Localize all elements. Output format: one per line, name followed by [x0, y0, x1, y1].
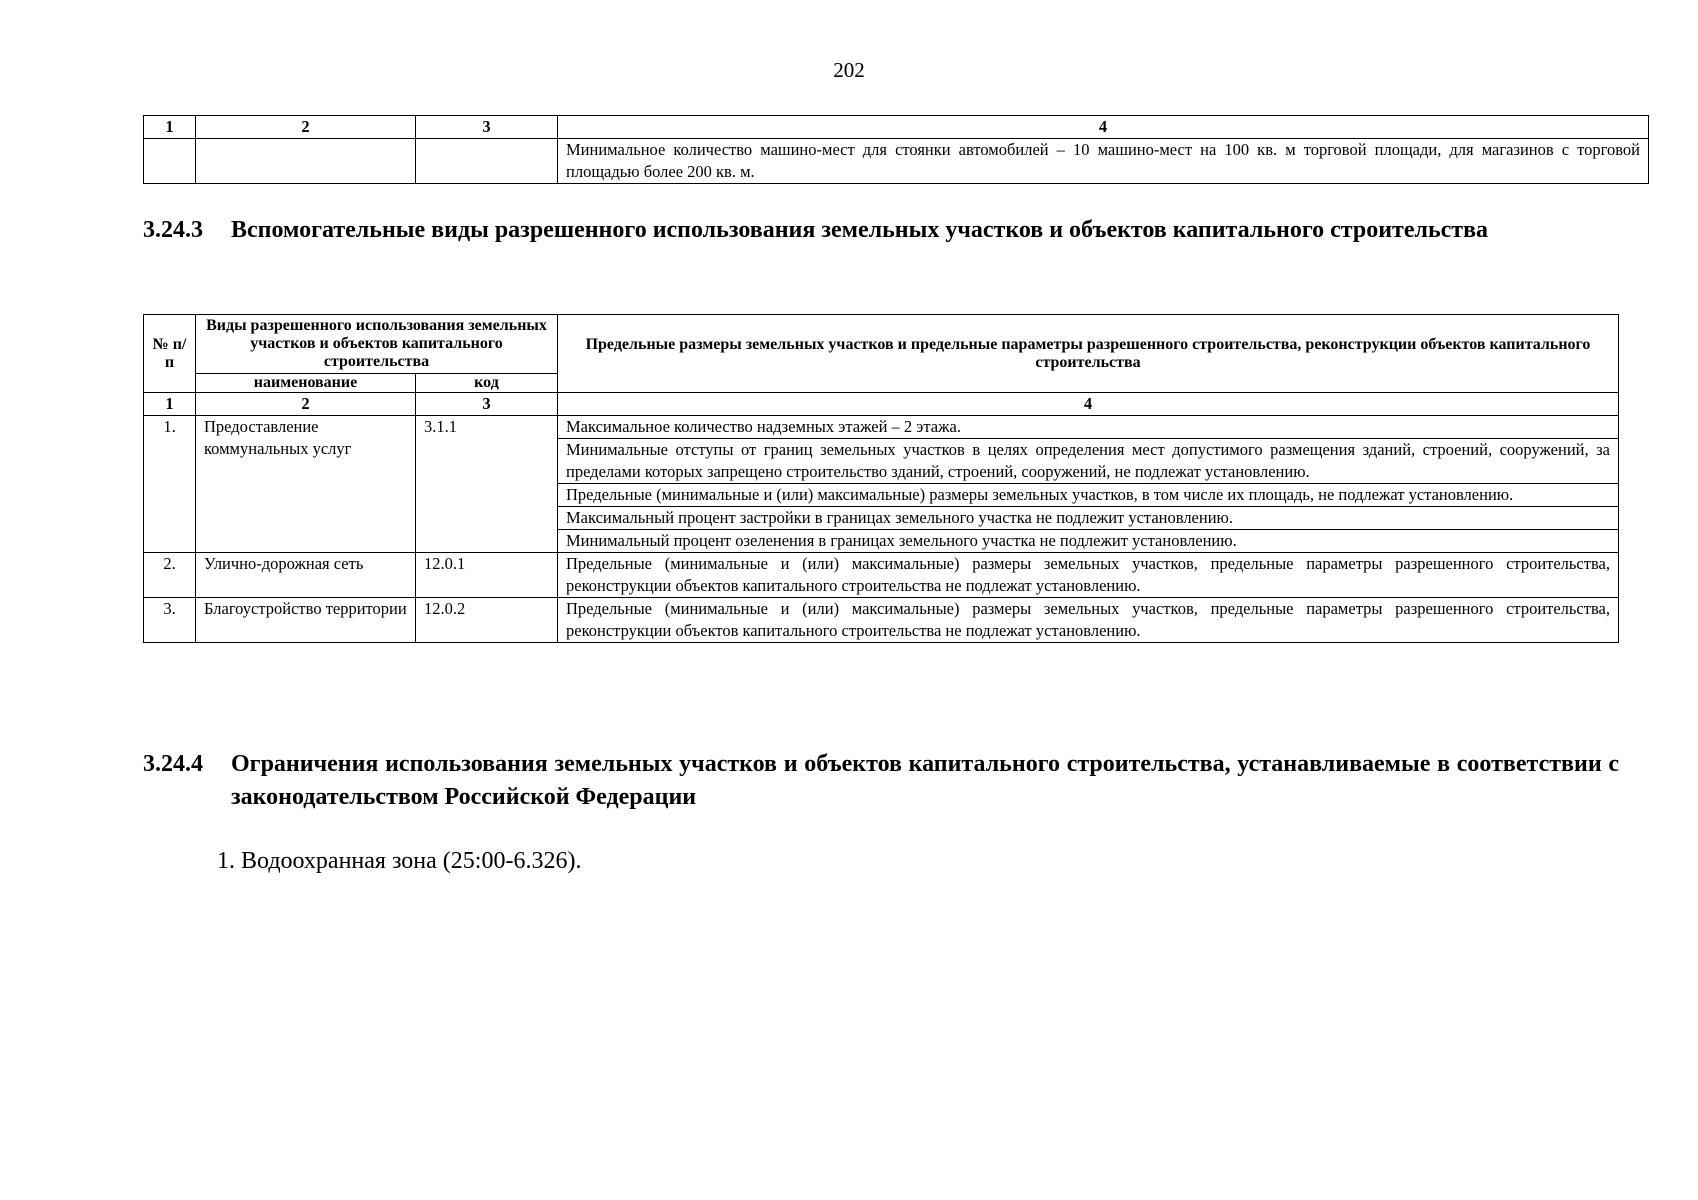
table-row: [144, 416, 1619, 439]
row-name: Улично-дорожная сеть: [196, 553, 416, 598]
row-param: Предельные (минимальные и (или) максимальные) размеры земельных участков, предельные параметры разрешенного строительства, реконструкции объектов капитального строительства не подлежат установлению.: [558, 598, 1619, 643]
section-title: Вспомогательные виды разрешенного использования земельных участков и объектов капитального строительства: [231, 217, 1489, 243]
header-name: наименование: [196, 374, 416, 393]
row-param: Максимальное количество надземных этажей – 2 этажа.: [558, 416, 1619, 439]
list-item: 1. Водоохранная зона (25:00-6.326).: [217, 848, 582, 874]
section-heading-3-24-3: [143, 214, 1619, 247]
column-index: 4: [558, 116, 1649, 139]
permitted-use-table: [143, 314, 1619, 643]
row-param: Максимальный процент застройки в границах земельного участка не подлежит установлению.: [558, 507, 1619, 530]
column-index: 4: [558, 393, 1619, 416]
column-index: 2: [196, 393, 416, 416]
table-index-row: [144, 393, 1619, 416]
section-heading-3-24-4: [143, 748, 1619, 814]
header-code: код: [416, 374, 558, 393]
row-param: Предельные (минимальные и (или) максимальные) размеры земельных участков, предельные параметры разрешенного строительства, реконструкции объектов капитального строительства не подлежат установлению.: [558, 553, 1619, 598]
row-code: 12.0.2: [416, 598, 558, 643]
table-header-row: [144, 116, 1649, 139]
table-cell: [196, 139, 416, 184]
section-number: 3.24.3: [143, 217, 203, 243]
row-name: Предоставление коммунальных услуг: [196, 416, 416, 553]
row-param: Минимальный процент озеленения в границах земельного участка не подлежит установлению.: [558, 530, 1619, 553]
column-index: 3: [416, 116, 558, 139]
row-code: 12.0.1: [416, 553, 558, 598]
column-index: 1: [144, 116, 196, 139]
table-cell: [144, 139, 196, 184]
table-row: [144, 598, 1619, 643]
row-code: 3.1.1: [416, 416, 558, 553]
page-number: 202: [833, 58, 865, 82]
table-cell: [416, 139, 558, 184]
column-index: 1: [144, 393, 196, 416]
section-number: 3.24.4: [143, 751, 203, 777]
header-types: Виды разрешенного использования земельных участков и объектов капитального строительства: [196, 315, 558, 374]
row-number: 3.: [144, 598, 196, 643]
table-row: [144, 553, 1619, 598]
row-number: 1.: [144, 416, 196, 553]
header-num: № п/п: [144, 315, 196, 393]
header-params: Предельные размеры земельных участков и предельные параметры разрешенного строительства, реконструкции объектов капитального строительства: [558, 315, 1619, 393]
table-header-row: [144, 315, 1619, 374]
column-index: 2: [196, 116, 416, 139]
section-title: Ограничения использования земельных участков и объектов капитального строительства, устанавливаемые в соответствии с законодательством Российской Федерации: [231, 751, 1619, 810]
row-number: 2.: [144, 553, 196, 598]
row-name: Благоустройство территории: [196, 598, 416, 643]
table-cell: Минимальное количество машино-мест для стоянки автомобилей – 10 машино-мест на 100 кв. м торговой площади, для магазинов с торговой площадью более 200 кв. м.: [558, 139, 1649, 184]
column-index: 3: [416, 393, 558, 416]
table-row: [144, 139, 1649, 184]
row-param: Предельные (минимальные и (или) максимальные) размеры земельных участков, в том числе их площадь, не подлежат установлению.: [558, 484, 1619, 507]
row-param: Минимальные отступы от границ земельных участков в целях определения мест допустимого размещения зданий, строений, сооружений, за пределами которых запрещено строительство зданий, строений, сооружений, не подлежат установлению.: [558, 439, 1619, 484]
continuation-table: [143, 115, 1649, 184]
